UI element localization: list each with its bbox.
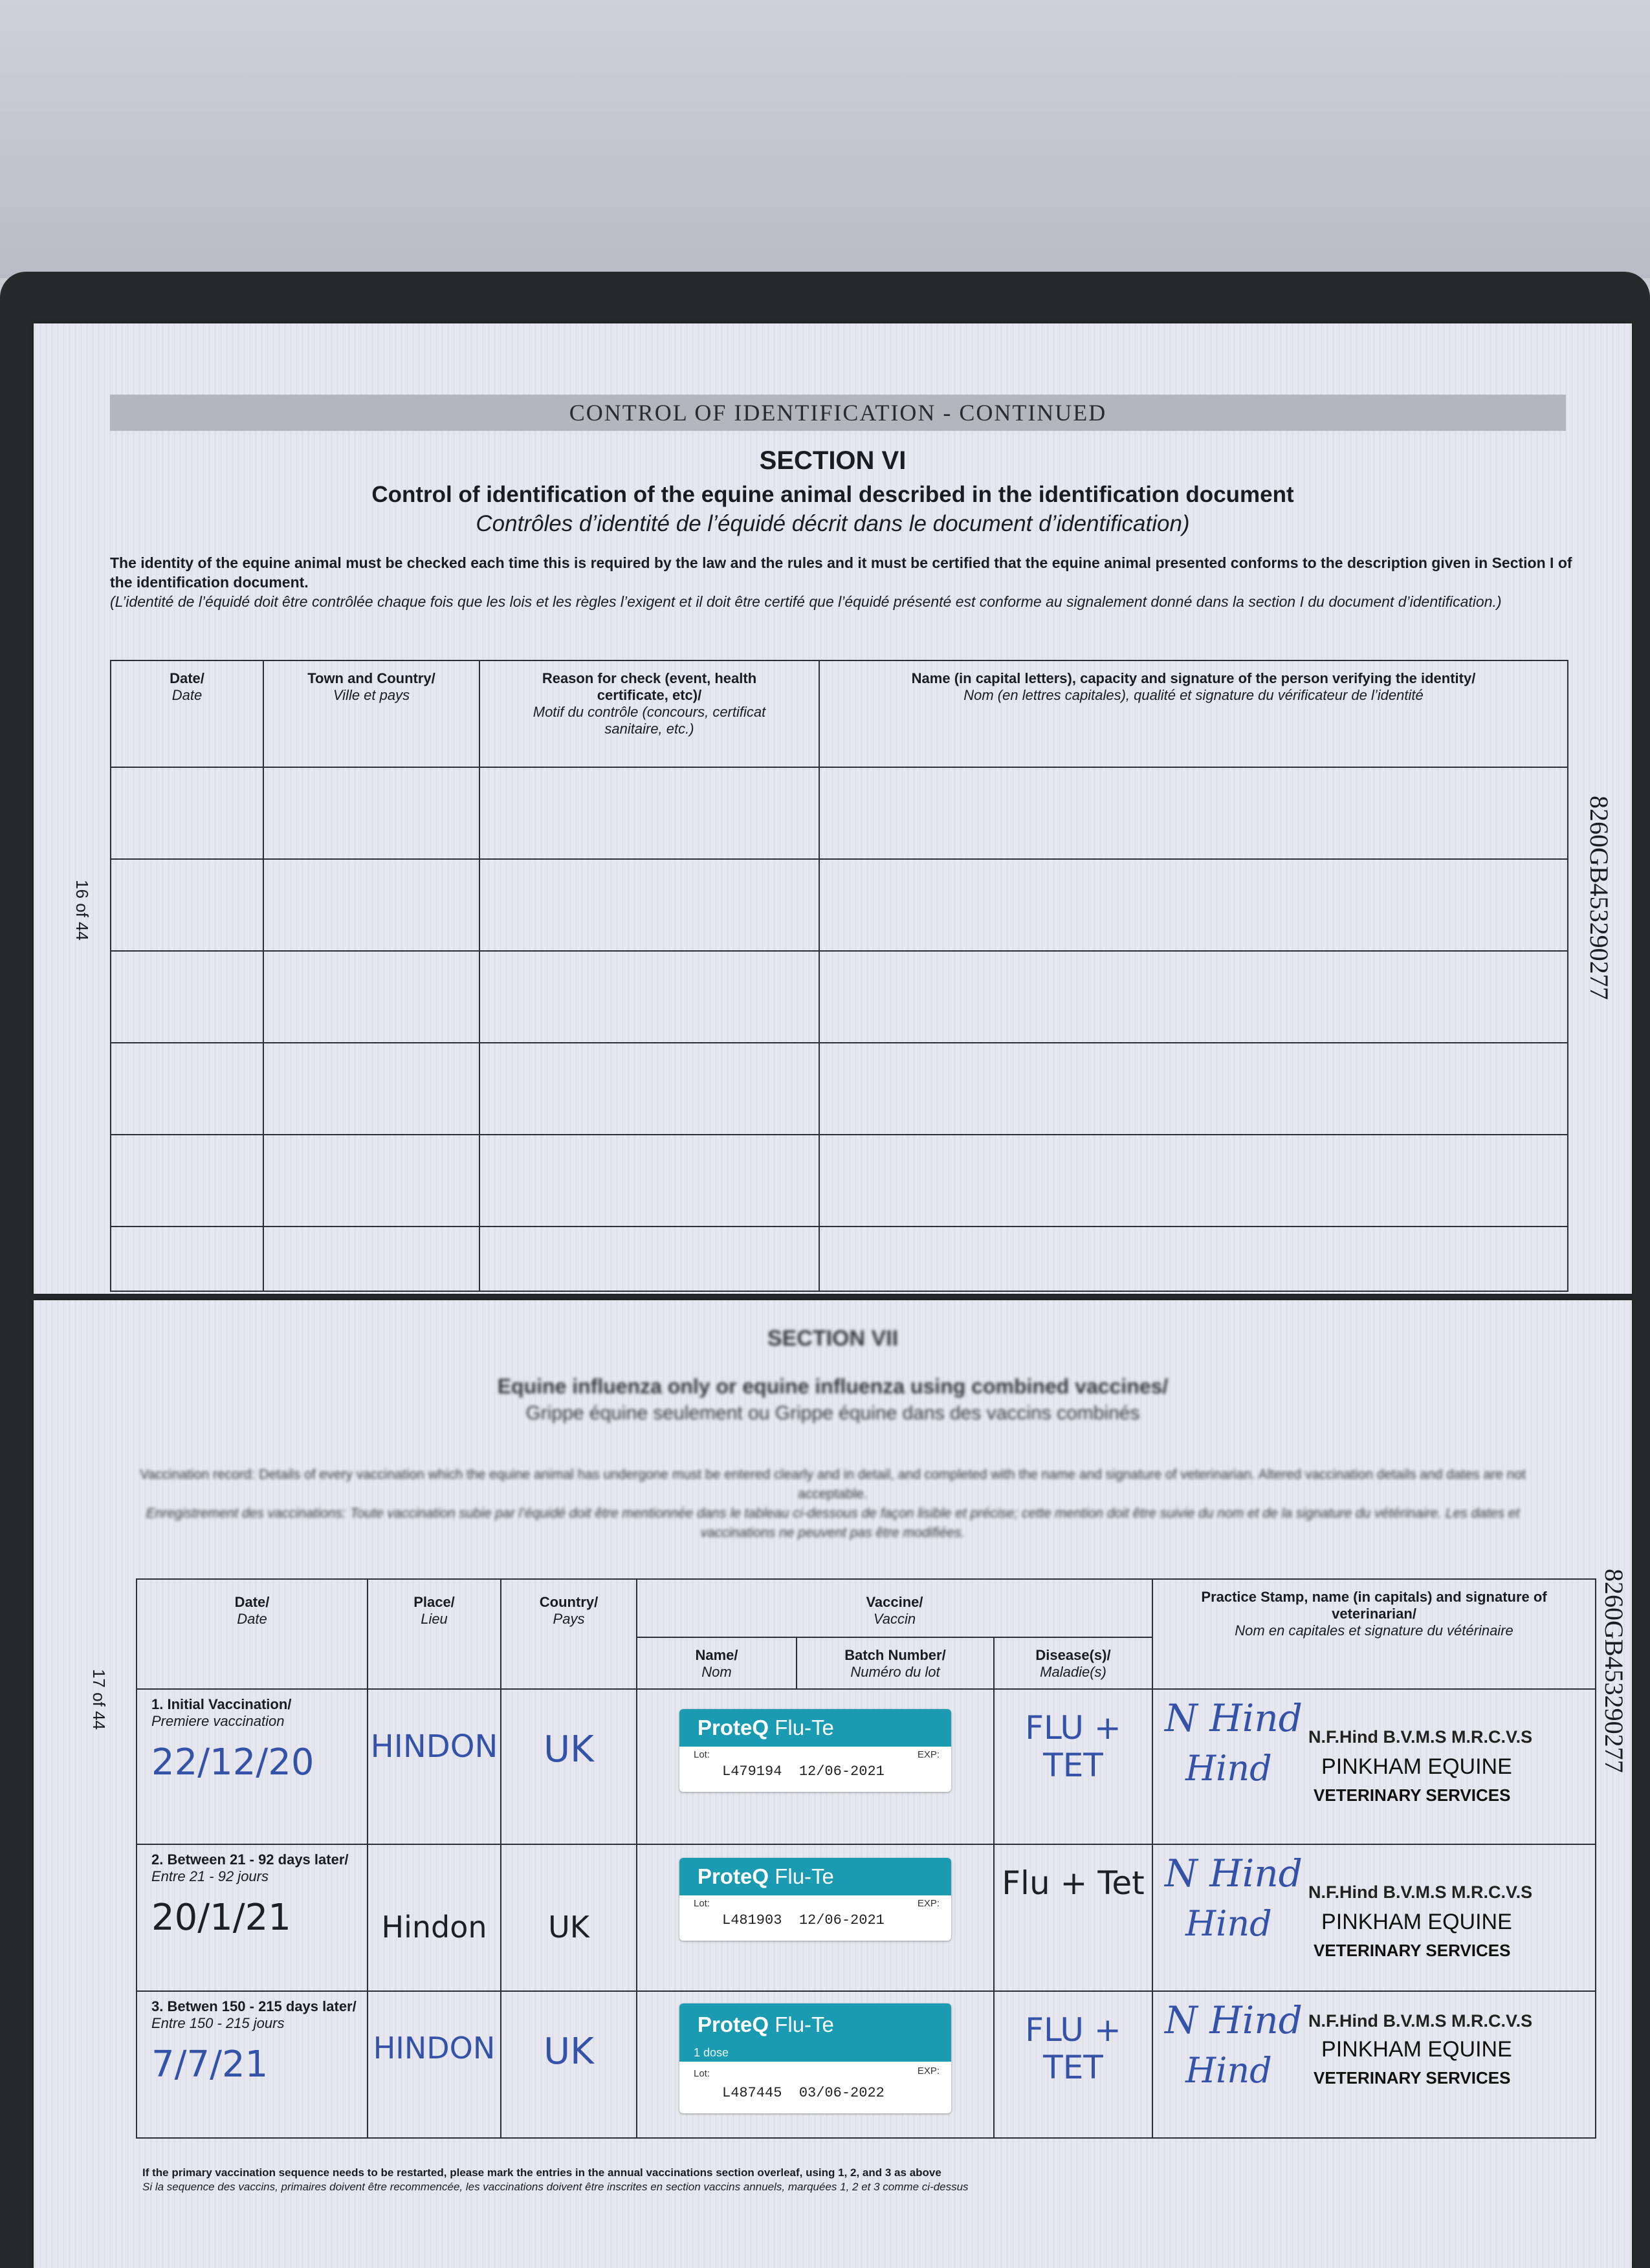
intro-en: The identity of the equine animal must be checked each time this is required by the law and the rules and it must be certified that the equine animal presented conforms to the description given in Section I of the identification document. [110, 554, 1572, 591]
title-fr: Contrôles d’identité de l’équidé décrit dans le document d’identification) [476, 511, 1190, 536]
restart-note [142, 2166, 969, 2194]
intro [110, 553, 1572, 611]
vaccination-table [136, 1578, 1596, 2139]
col-vacc-name: Name/ Nom [637, 1637, 797, 1689]
title-en: Control of identification of the equine animal described in the identification document [371, 482, 1294, 507]
identity-check-table [110, 660, 1568, 1292]
table-row [137, 1844, 1596, 1991]
col-vacc-date: Date/ Date [137, 1579, 368, 1689]
row-2-date: 2. Between 21 - 92 days later/ Entre 21 - 92 jours 20/1/21 [137, 1844, 368, 1991]
row-3-date: 3. Betwen 150 - 215 days later/ Entre 150 - 215 jours 7/7/21 [137, 1991, 368, 2138]
table-row [137, 1991, 1596, 2138]
table-row [111, 1227, 1568, 1291]
vaccine-sticker: ProteQ Flu-Te Lot: EXP: L481903 12/06-2021 [679, 1858, 951, 1941]
col-vacc-vaccine: Vaccine/ Vaccin [637, 1579, 1152, 1637]
col-vacc-place: Place/ Lieu [368, 1579, 501, 1689]
title-fr-vii: Grippe équine seulement ou Grippe équine dans des vaccins combinés [525, 1402, 1140, 1424]
col-vacc-practice: Practice Stamp, name (in capitals) and signature of veterinarian/ Nom en capitales et signature du vétérinaire [1152, 1579, 1596, 1689]
intro-vii-en: Vaccination record: Details of every vaccination which the equine animal has undergone must be entered clearly and in detail, and completed with the name and signature of veterinarian. Altered vaccination details and dates are not acceptable. [140, 1467, 1526, 1501]
page-number-16: 16 of 44 [72, 880, 92, 941]
col-vacc-batch: Batch Number/ Numéro du lot [797, 1637, 994, 1689]
section-banner [110, 395, 1566, 431]
row-2-stamp [1152, 1844, 1596, 1991]
row-2-country: UK [501, 1844, 637, 1991]
col-verifier: Name (in capital letters), capacity and signature of the person verifying the identity/ Nom (en lettres capitales), qualité et signature du vérificateur de l’identité [819, 660, 1568, 767]
table-row [111, 767, 1568, 859]
row-3-country: UK [501, 1991, 637, 2138]
passport-id-top: 8260GB453290277 [1585, 796, 1614, 1000]
row-3-disease: FLU + TET [994, 1991, 1152, 2138]
table-row [137, 1689, 1596, 1844]
row-1-date: 1. Initial Vaccination/ Premiere vaccination 22/12/20 [137, 1689, 368, 1844]
row-3-stamp [1152, 1991, 1596, 2138]
row-1-stamp [1152, 1689, 1596, 1844]
section-title-vii: SECTION VII [767, 1326, 899, 1351]
intro-vii-fr: Enregistrement des vaccinations: Toute vaccination subie par l’équidé doit être mentionnée dans le tableau ci-dessous de façon lisible et précise; cette mention doit être suivie du nom et de la signature du vétérinaire. Les dates et vaccinations ne peuvent pas être modifiées. [146, 1506, 1520, 1540]
table-row [111, 1043, 1568, 1135]
row-2-place: Hindon [368, 1844, 501, 1991]
table-row [111, 951, 1568, 1043]
row-1-vaccine [637, 1689, 994, 1844]
vet-stamp: N Hind Hind N.F.Hind B.V.M.S M.R.C.V.S PINKHAM EQUINE VETERINARY SERVICES [1165, 1998, 1533, 2091]
date-handwritten: 20/1/21 [151, 1897, 291, 1939]
passport-id-bottom: 8260GB453290277 [1600, 1569, 1629, 1773]
col-vacc-country: Country/ Pays [501, 1579, 637, 1689]
scanner-background [0, 0, 1650, 278]
restart-note-fr: Si la sequence des vaccins, primaires doivent être recommencée, les vaccinations doivent être inscrites en section vaccins annuels, marquées 1, 2 et 3 comme ci-dessus [142, 2181, 969, 2193]
row-3-place: HINDON [368, 1991, 501, 2138]
date-handwritten: 22/12/20 [151, 1741, 314, 1783]
table-row [111, 1135, 1568, 1227]
banner-text: CONTROL OF IDENTIFICATION - CONTINUED [569, 400, 1107, 426]
vet-stamp: N Hind Hind N.F.Hind B.V.M.S M.R.C.V.S PINKHAM EQUINE VETERINARY SERVICES [1165, 1851, 1533, 1960]
intro-fr: (L’identité de l’équidé doit être contrôlée chaque fois que les lois et les règles l’exigent et il doit être certifé que l’équidé présenté est conforme au signalement donné dans la section I du document d’identification.) [110, 593, 1502, 610]
section-title: SECTION VI [759, 446, 907, 475]
col-town-country: Town and Country/ Ville et pays [263, 660, 479, 767]
title-en-vii: Equine influenza only or equine influenza using combined vaccines/ [497, 1375, 1169, 1398]
col-date: Date/ Date [111, 660, 263, 767]
row-2-vaccine [637, 1844, 994, 1991]
col-vacc-disease: Disease(s)/ Maladie(s) [994, 1637, 1152, 1689]
table-row [111, 859, 1568, 951]
row-2-disease: Flu + Tet [994, 1844, 1152, 1991]
restart-note-en: If the primary vaccination sequence needs to be restarted, please mark the entries in the annual vaccinations section overleaf, using 1, 2, and 3 as above [142, 2166, 941, 2179]
page-number-17: 17 of 44 [89, 1669, 109, 1730]
col-reason: Reason for check (event, health certificate, etc)/ Motif du contrôle (concours, certificat sanitaire, etc.) [479, 660, 819, 767]
row-1-place: HINDON [368, 1689, 501, 1844]
vet-stamp: N Hind Hind N.F.Hind B.V.M.S M.R.C.V.S PINKHAM EQUINE VETERINARY SERVICES [1165, 1696, 1533, 1805]
row-3-vaccine [637, 1991, 994, 2138]
table-header-row [111, 660, 1568, 767]
vaccine-sticker: ProteQ Flu-Te 1 dose Lot: EXP: L487445 03/06-2022 [679, 2003, 951, 2113]
intro-vii [137, 1465, 1528, 1543]
row-1-disease: FLU + TET [994, 1689, 1152, 1844]
vaccine-sticker: ProteQ Flu-Te Lot: EXP: L479194 12/06-2021 [679, 1709, 951, 1792]
date-handwritten: 7/7/21 [151, 2044, 269, 2086]
vacc-header-row-1 [137, 1579, 1596, 1637]
row-1-country: UK [501, 1689, 637, 1844]
